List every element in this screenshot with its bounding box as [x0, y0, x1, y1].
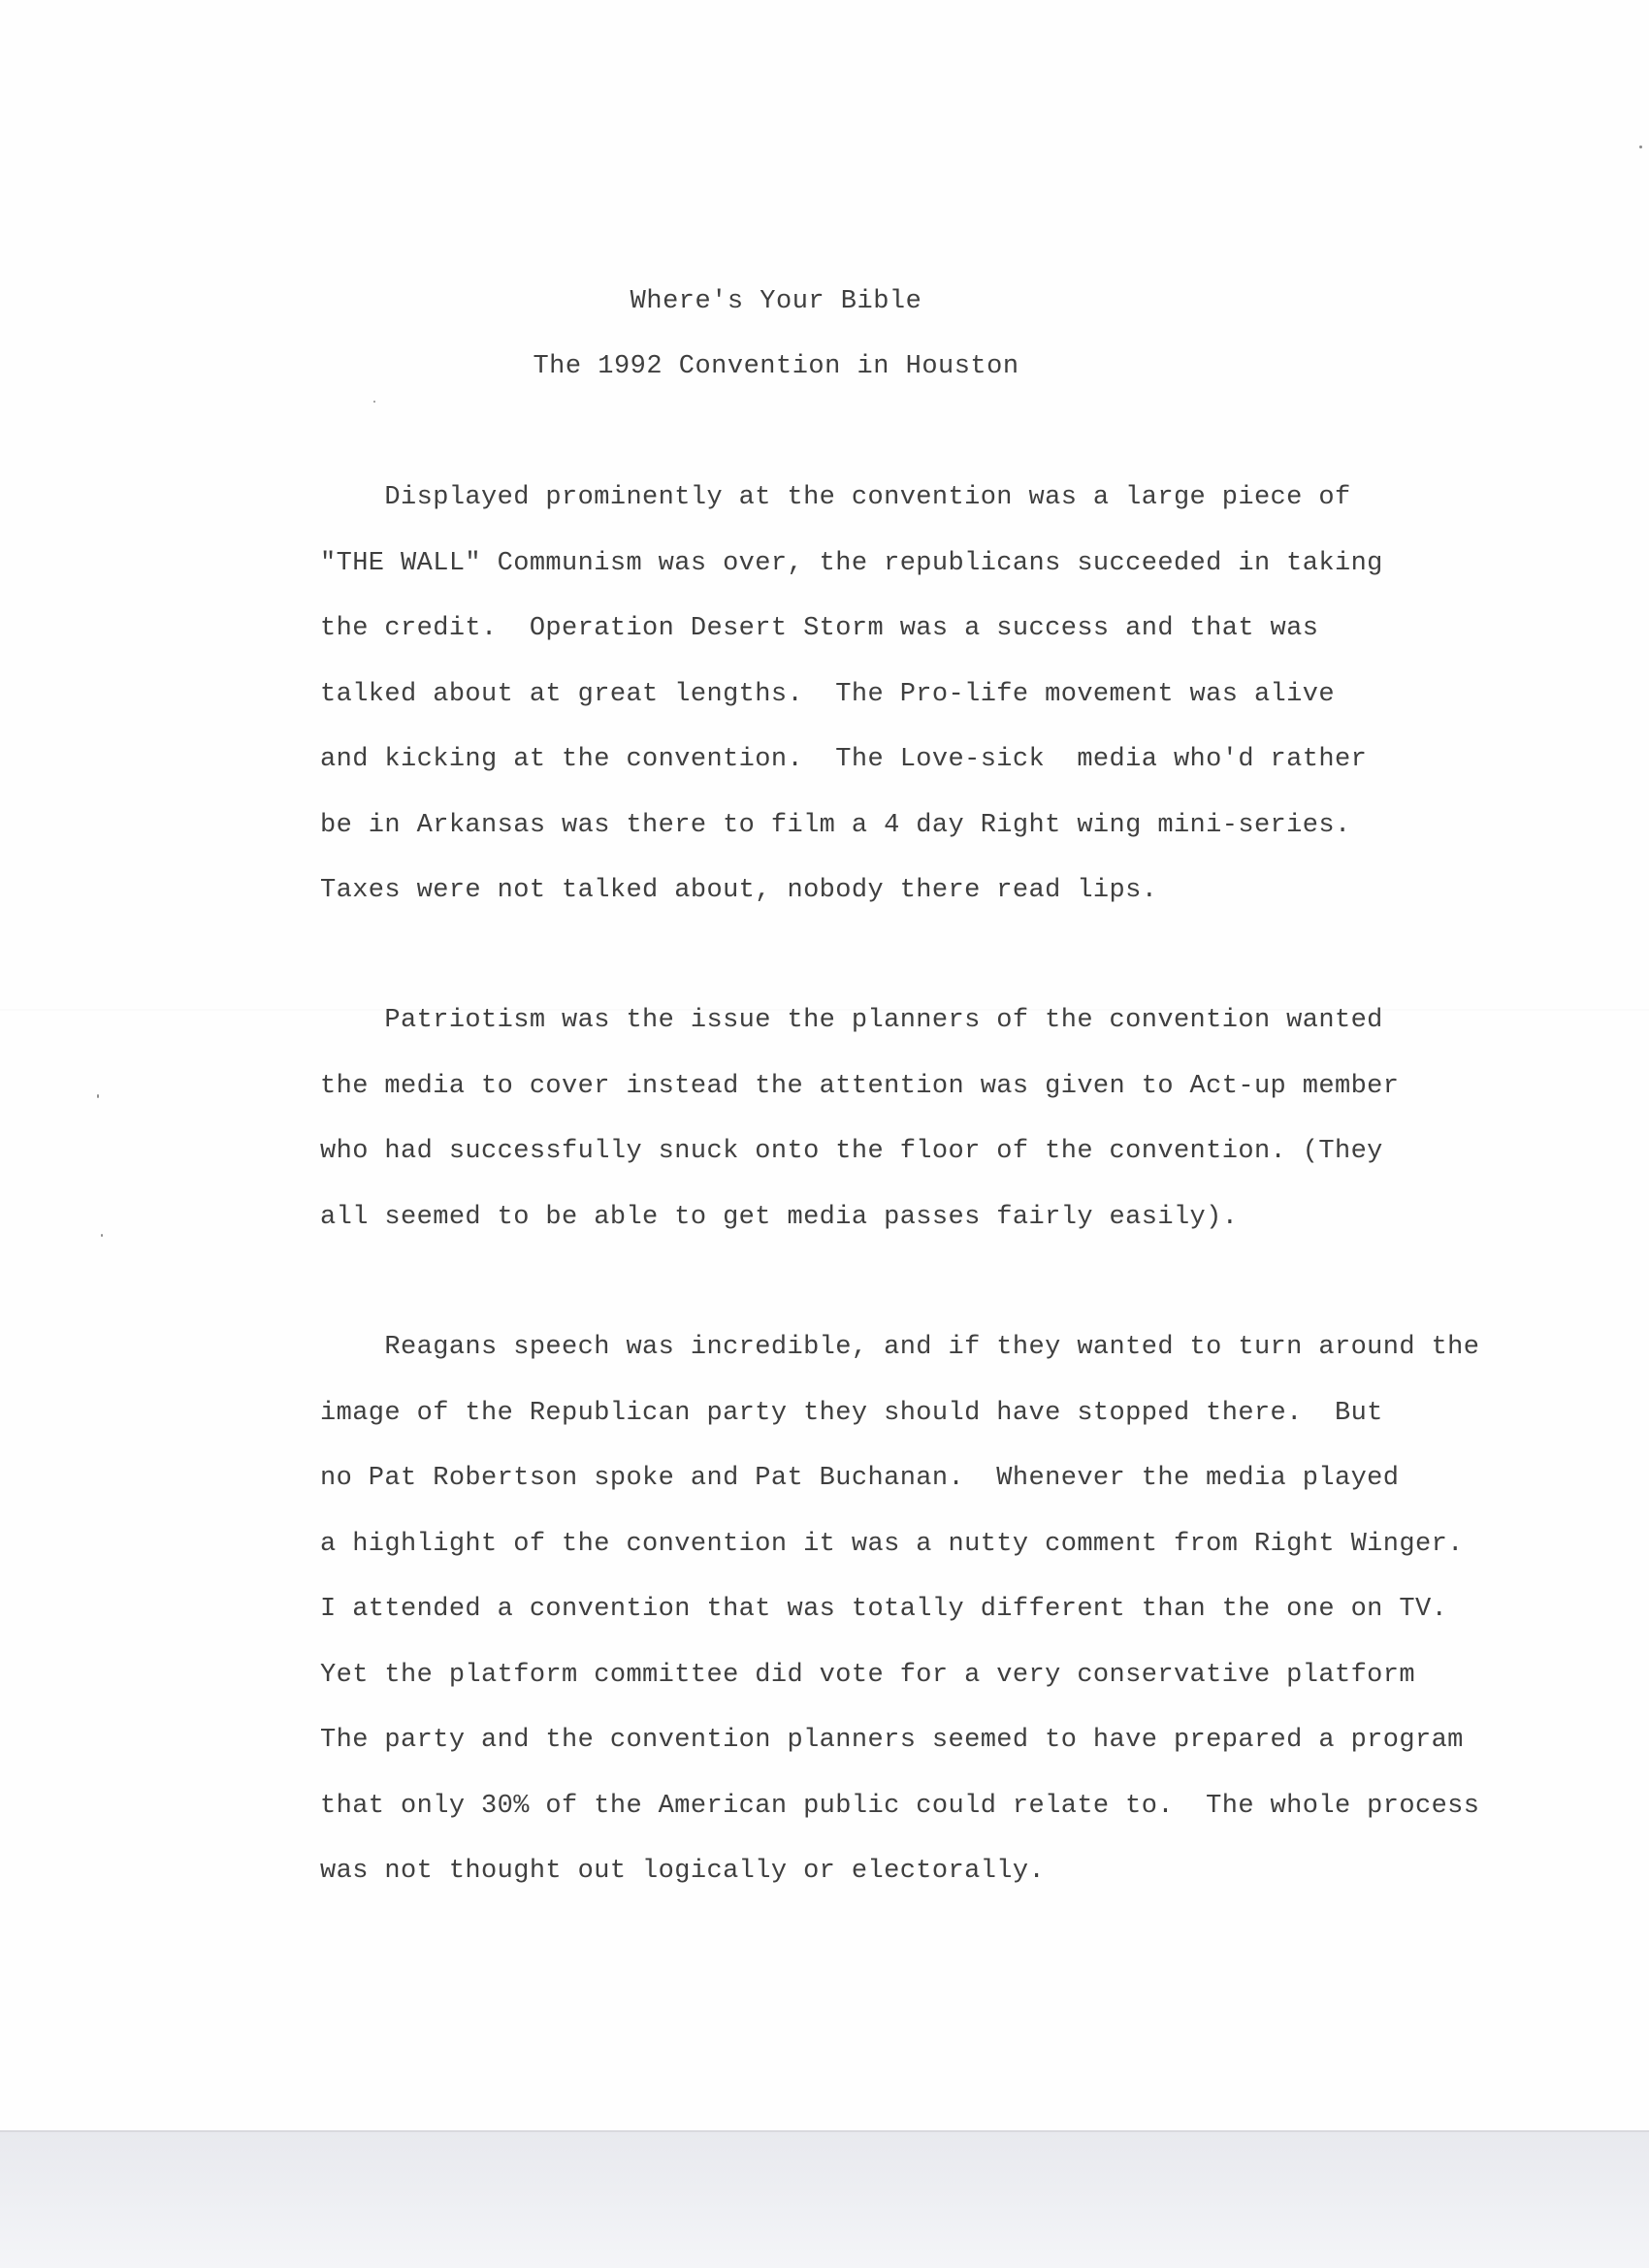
text-line: Taxes were not talked about, nobody there read lips. [320, 876, 1158, 905]
text-line: all seemed to be able to get media passes fairly easily). [320, 1203, 1239, 1232]
text-line: the media to cover instead the attention was given to Act-up member [320, 1072, 1400, 1101]
text-line: Yet the platform committee did vote for a very conservative platform [320, 1661, 1415, 1690]
document-title: Where's Your Bible [630, 287, 922, 316]
text-line: that only 30% of the American public could relate to. The whole process [320, 1792, 1480, 1821]
text-line: image of the Republican party they should have stopped there. But [320, 1399, 1383, 1428]
scan-speck [97, 1094, 99, 1098]
text-line: who had successfully snuck onto the floor of the convention. (They [320, 1137, 1383, 1166]
text-line: no Pat Robertson spoke and Pat Buchanan. Whenever the media played [320, 1464, 1400, 1493]
scan-speck [101, 1234, 103, 1237]
text-line: the credit. Operation Desert Storm was a success and that was [320, 614, 1319, 643]
scan-speck [1639, 146, 1642, 148]
text-line: Patriotism was the issue the planners of the convention wanted [320, 1006, 1383, 1035]
text-line: was not thought out logically or electorally. [320, 1857, 1046, 1886]
text-line: Displayed prominently at the convention was a large piece of [320, 483, 1351, 512]
scan-speck [373, 401, 375, 403]
scanner-background [0, 2132, 1649, 2268]
text-line: and kicking at the convention. The Love-sick media who'd rather [320, 745, 1368, 774]
text-line: Reagans speech was incredible, and if they wanted to turn around the [320, 1333, 1480, 1362]
text-line: "THE WALL" Communism was over, the republicans succeeded in taking [320, 549, 1383, 578]
text-line: be in Arkansas was there to film a 4 day Right wing mini-series. [320, 811, 1351, 840]
document-subtitle: The 1992 Convention in Houston [533, 352, 1019, 381]
text-line: talked about at great lengths. The Pro-life movement was alive [320, 680, 1335, 709]
text-line: The party and the convention planners seemed to have prepared a program [320, 1726, 1464, 1755]
text-line: a highlight of the convention it was a nutty comment from Right Winger. [320, 1530, 1464, 1559]
text-line: I attended a convention that was totally different than the one on TV. [320, 1595, 1448, 1624]
